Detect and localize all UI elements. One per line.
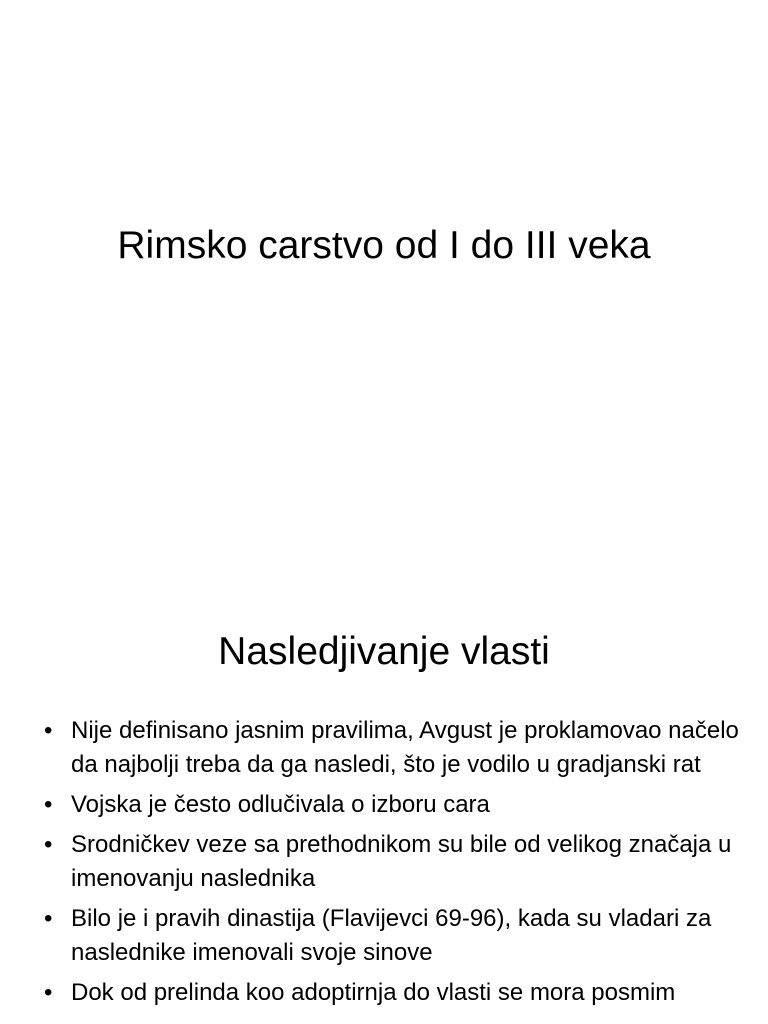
bullet-icon: • xyxy=(44,831,53,858)
bullet-text: Vojska je često odlučivala o izboru cara xyxy=(71,791,490,818)
bullet-text: Dok od prelinda koo adoptirnja do vlasti se mora posmim xyxy=(71,979,676,1006)
bullet-item xyxy=(44,976,744,1010)
bullet-list xyxy=(44,714,744,1016)
bullet-text: Bilo je i pravih dinastija (Flavijevci 69-96), kada su vladari za naslednike imenovali svoje sinove xyxy=(71,905,712,966)
bullet-icon: • xyxy=(44,905,53,932)
bullet-icon: • xyxy=(44,791,53,818)
bullet-icon: • xyxy=(44,979,53,1006)
bullet-icon: • xyxy=(44,717,53,744)
bullet-text: Nije definisano jasnim pravilima, Avgust je proklamovao načelo da najbolji treba da ga nasledi, što je vodilo u gradjanski rat xyxy=(71,717,739,778)
bullet-item xyxy=(44,828,744,896)
slide-title: Rimsko carstvo od I do III veka xyxy=(117,224,651,267)
slide-heading: Nasledjivanje vlasti xyxy=(218,630,550,673)
bullet-text: Srodničkev veze sa prethodnikom su bile od velikog značaja u imenovanju naslednika xyxy=(71,831,732,892)
bullet-item xyxy=(44,788,744,822)
content-slide xyxy=(0,576,768,1024)
bullet-item xyxy=(44,902,744,970)
bullet-item xyxy=(44,714,744,782)
